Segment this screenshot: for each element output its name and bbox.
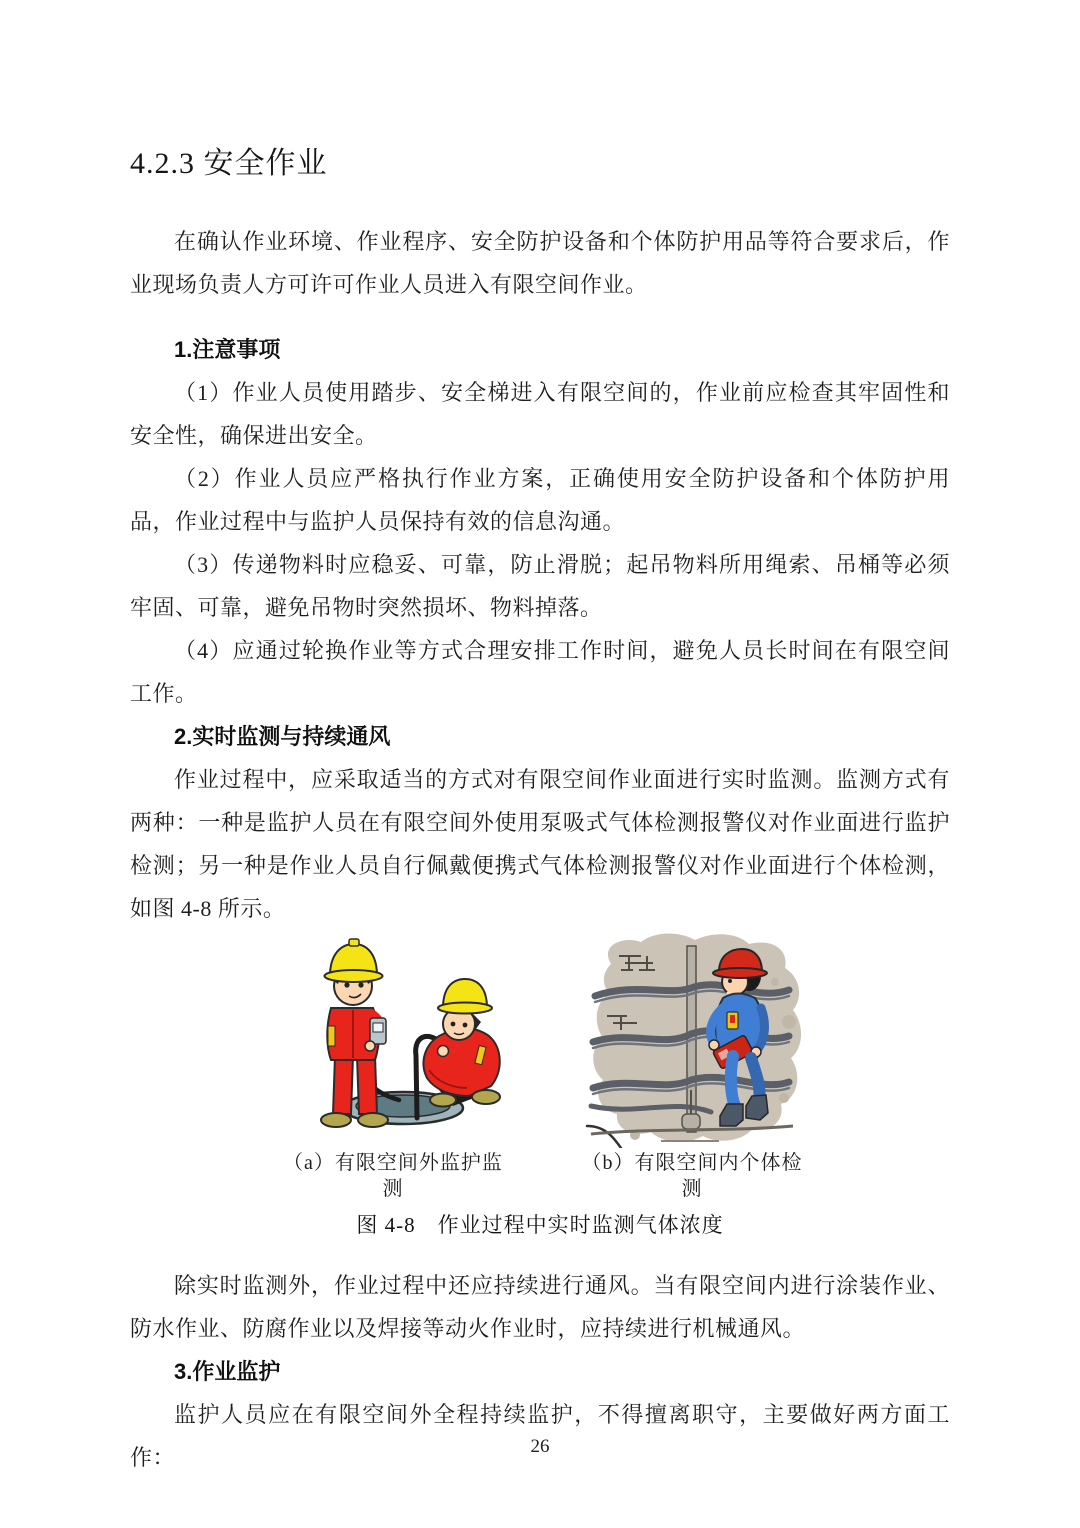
subcaption-b: （b）有限空间内个体检测 — [581, 1152, 803, 1200]
subsection-title-monitoring: 2.实时监测与持续通风 — [174, 724, 391, 749]
page-number: 26 — [530, 1436, 550, 1457]
subsection-title-supervision: 3.作业监护 — [174, 1359, 281, 1384]
figure-4-8 — [130, 930, 950, 1240]
intro-paragraph: 在确认作业环境、作业程序、安全防护设备和个体防护用品等符合要求后，作业现场负责人方可许可作业人员进入有限空间作业。 — [130, 229, 950, 297]
subcaption-a: （a）有限空间外监护监测 — [283, 1152, 503, 1200]
illustration-external-monitoring — [273, 930, 513, 1148]
note-item-2: （2）作业人员应严格执行作业方案，正确使用安全防护设备和个体防护用品，作业过程中与监护人员保持有效的信息沟通。 — [130, 466, 950, 534]
crouching-worker — [424, 979, 500, 1107]
illustration-individual-detection — [577, 930, 807, 1148]
section-heading: 4.2.3 安全作业 — [130, 147, 328, 180]
figure-images-row — [130, 930, 950, 1148]
supervision-paragraph: 监护人员应在有限空间外全程持续监护，不得擅离职守，主要做好两方面工作： — [130, 1402, 950, 1470]
hanging-weight — [682, 1114, 700, 1129]
note-item-3: （3）传递物料时应稳妥、可靠，防止滑脱；起吊物料所用绳索、吊桶等必须牢固、可靠，避免吊物时突然损坏、物料掉落。 — [130, 552, 950, 620]
figure-subcaptions — [130, 1150, 950, 1202]
note-item-1: （1）作业人员使用踏步、安全梯进入有限空间的，作业前应检查其牢固性和安全性，确保进出安全。 — [130, 380, 950, 448]
figure-caption: 图 4-8 作业过程中实时监测气体浓度 — [356, 1213, 724, 1237]
note-item-4: （4）应通过轮换作业等方式合理安排工作时间，避免人员长时间在有限空间工作。 — [130, 638, 950, 706]
subsection-title-notes: 1.注意事项 — [174, 337, 281, 362]
ventilation-paragraph: 除实时监测外，作业过程中还应持续进行通风。当有限空间内进行涂装作业、防水作业、防腐作业以及焊接等动火作业时，应持续进行机械通风。 — [130, 1273, 950, 1341]
monitoring-paragraph: 作业过程中，应采取适当的方式对有限空间作业面进行实时监测。监测方式有两种：一种是监护人员在有限空间外使用泵吸式气体检测报警仪对作业面进行监护检测；另一种是作业人员自行佩戴便携式气体检测报警仪对作业面进行个体检测，如图 4-8 所示。 — [130, 767, 950, 921]
